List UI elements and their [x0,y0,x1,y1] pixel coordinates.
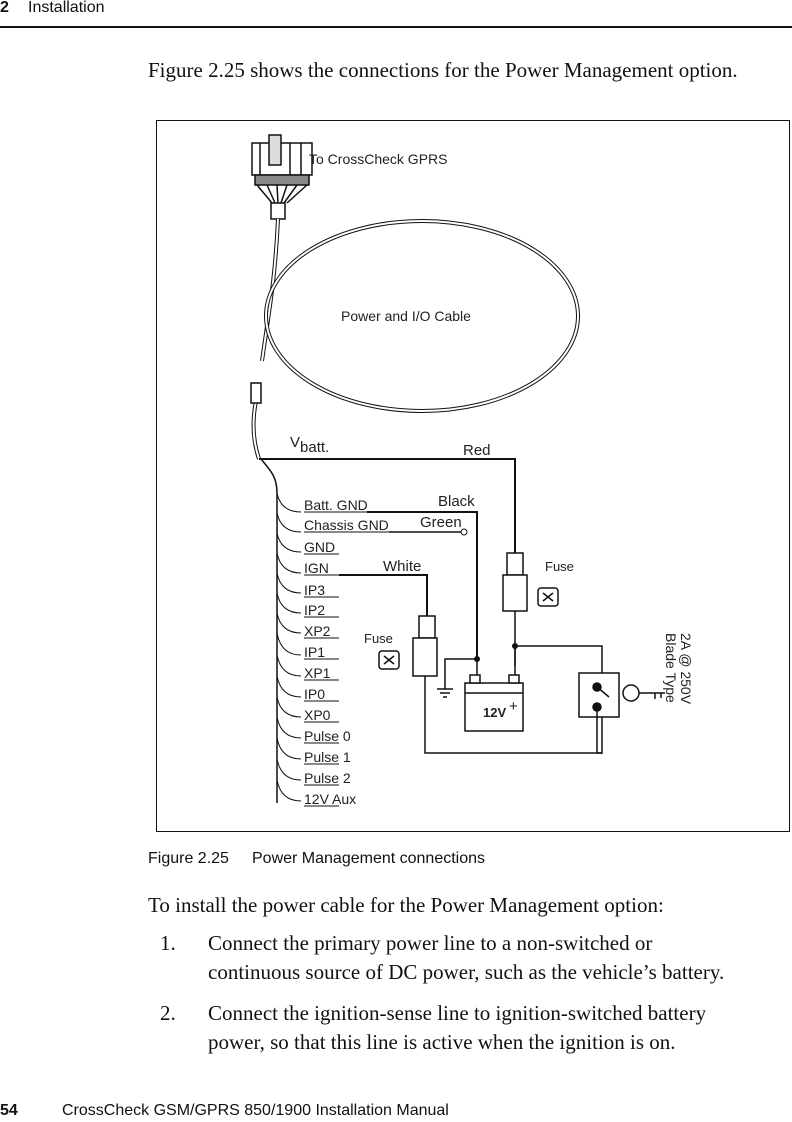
svg-text:IP0: IP0 [304,686,326,702]
figure-caption [148,850,485,868]
fuse-rating-note [663,633,694,705]
battery-label: 12V [483,705,507,720]
svg-text:Blade Type: Blade Type [663,633,679,703]
fuse-left-label: Fuse [364,631,393,646]
chapter-number: 2 [0,0,9,16]
cable-label: Power and I/O Cable [341,308,471,324]
svg-text:2A @ 250V: 2A @ 250V [678,633,694,705]
svg-text:12V Aux: 12V Aux [304,791,357,807]
svg-text:IP3: IP3 [304,582,326,598]
battery-plus: + [509,698,518,715]
svg-text:Pulse 1: Pulse 1 [304,749,351,765]
step-text: Connect the primary power line to a non-switched or continuous source of DC power, such as the vehicle’s battery. [208,931,725,984]
svg-text:Pulse 0: Pulse 0 [304,728,351,744]
wiring-diagram [157,121,791,833]
ignition-switch-icon [579,673,619,717]
wire-black-label: Black [438,493,475,510]
step-text: Connect the ignition-sense line to ignition-switched battery power, so that this line is active when the ignition is on. [208,1001,707,1054]
svg-text:XP0: XP0 [304,707,331,723]
manual-title: CrossCheck GSM/GPRS 850/1900 Installation Manual [62,1102,449,1119]
svg-text:XP2: XP2 [304,623,331,639]
svg-text:IP2: IP2 [304,602,326,618]
key-icon [623,685,665,701]
svg-text:IGN: IGN [304,560,329,576]
instruction-lead: To install the power cable for the Power Management option: [148,893,664,917]
page-header [0,0,792,28]
cable-ferrite [251,383,261,403]
svg-text:GND: GND [304,539,336,555]
step-number: 1. [160,931,176,955]
fuse-icon [379,616,437,676]
vbatt-label: Vbatt. [290,434,330,456]
figure-caption-text: Power Management connections [252,850,486,867]
cable-loop [254,219,578,459]
step-number: 2. [160,1001,176,1025]
wiring-figure [156,120,790,832]
svg-text:Pulse 2: Pulse 2 [304,770,351,786]
pin-item [277,573,339,598]
pin-item [277,533,339,555]
pin-list [277,493,389,807]
harness-bracket [261,459,277,803]
connector-label: To CrossCheck GPRS [309,151,448,167]
wire-green-label: Green [420,514,462,531]
connector-icon [252,135,312,219]
pin-item [277,513,389,533]
intro-paragraph: Figure 2.25 shows the connections for the Power Management option. [148,58,738,82]
wire-white-label: White [383,558,422,575]
figure-caption-label: Figure 2.25 [148,850,229,867]
svg-text:Batt. GND: Batt. GND [304,497,368,513]
chapter-title: Installation [28,0,105,16]
page-number: 54 [0,1102,18,1119]
wire-red-label: Red [463,442,491,459]
svg-text:Chassis GND: Chassis GND [304,517,389,533]
svg-text:XP1: XP1 [304,665,331,681]
fuse-top-label: Fuse [545,559,574,574]
svg-text:IP1: IP1 [304,644,326,660]
pin-item [277,553,339,576]
pin-item [277,493,368,513]
wire-white [339,575,427,616]
